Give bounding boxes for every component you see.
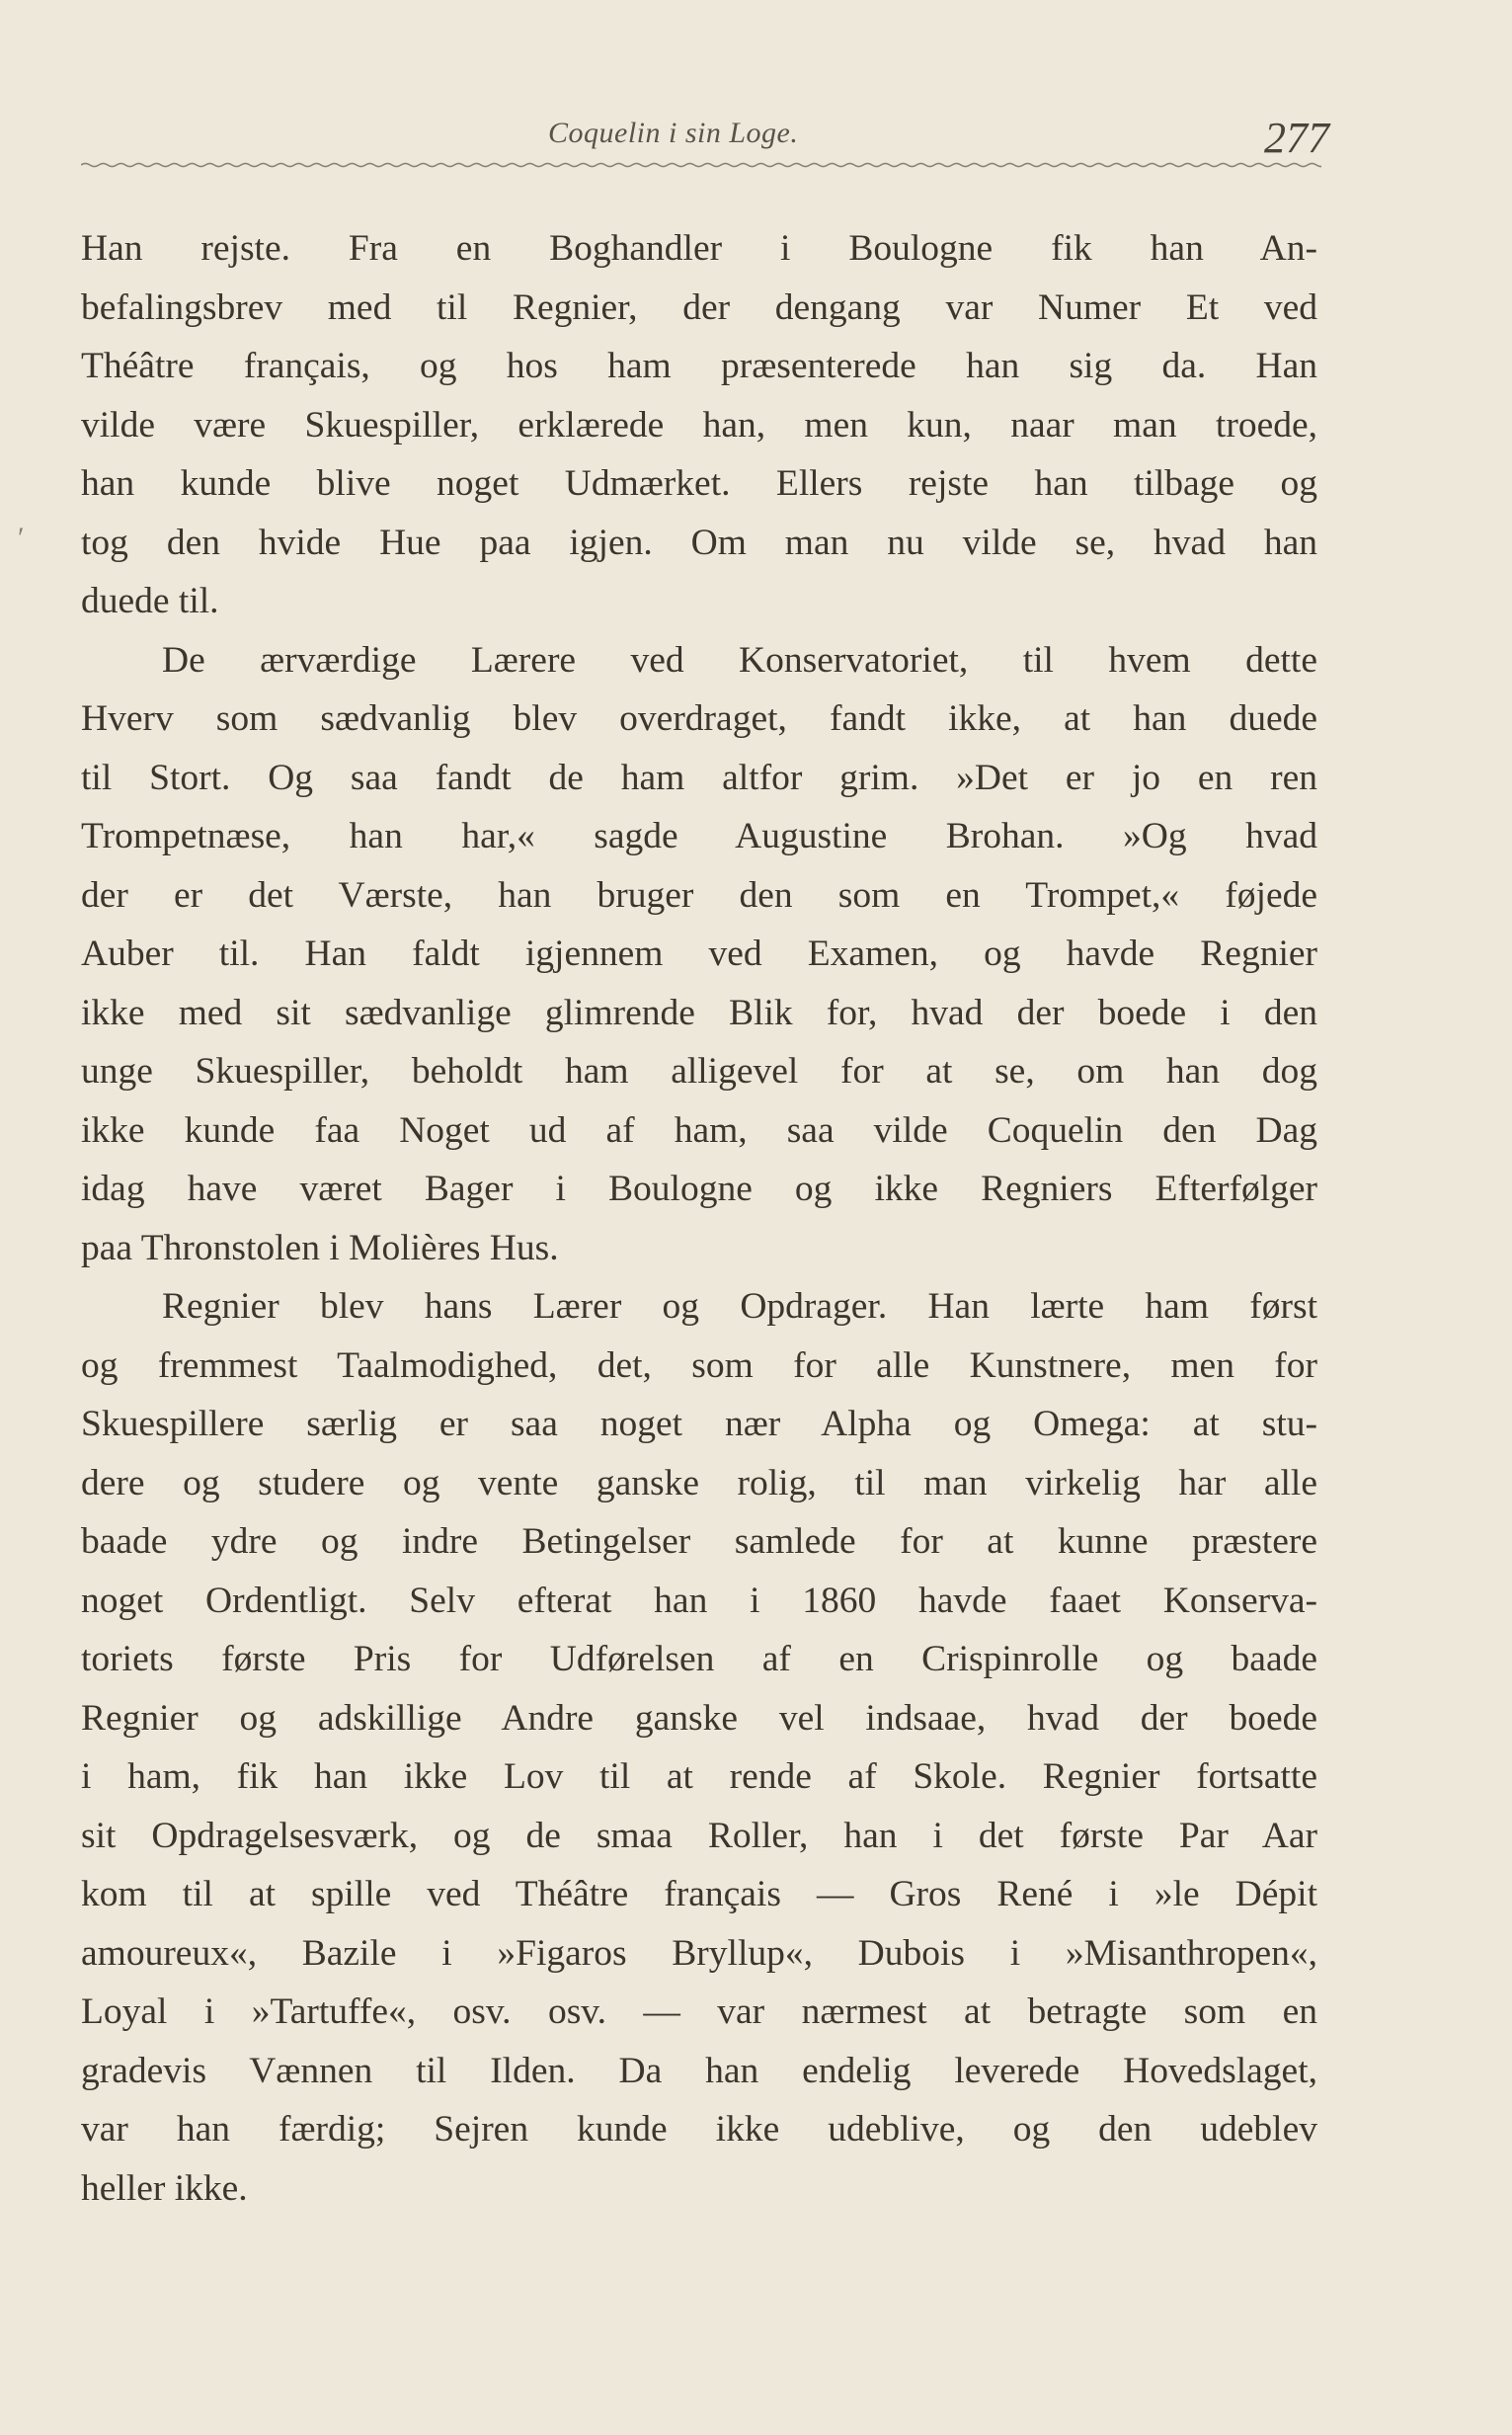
text-line: ikke med sit sædvanlige glimrende Blik for, hvad der boede i den [81, 992, 1317, 1033]
text-line: til Stort. Og saa fandt de ham altfor grim. »Det er jo en ren [81, 757, 1317, 798]
text-line: Théâtre français, og hos ham præsenterede han sig da. Han [81, 346, 1317, 386]
text-line: vilde være Skuespiller, erklærede han, men kun, naar man troede, [81, 404, 1317, 446]
text-line: Skuespillere særlig er saa noget nær Alpha og Omega: at stu- [81, 1404, 1317, 1444]
text-line: var han færdig; Sejren kunde ikke udeblive, og den udeblev [81, 2109, 1317, 2150]
text-line: der er det Værste, han bruger den som en Trompet,« føjede [81, 874, 1317, 916]
text-line: tog den hvide Hue paa igjen. Om man nu vilde se, hvad han [81, 522, 1317, 563]
text-line: Loyal i »Tartuffe«, osv. osv. — var nærmest at betragte som en [81, 1991, 1317, 2032]
text-line: toriets første Pris for Udførelsen af en Crispinrolle og baade [81, 1639, 1317, 1679]
text-line: Trompetnæse, han har,« sagde Augustine Brohan. »Og hvad [81, 816, 1317, 856]
text-line: i ham, fik han ikke Lov til at rende af Skole. Regnier fortsatte [81, 1756, 1317, 1797]
text-line: Han rejste. Fra en Boghandler i Boulogne fik han An- [81, 228, 1317, 269]
text-line: De ærværdige Lærere ved Konservatoriet, til hvem dette [162, 639, 1317, 681]
text-line: noget Ordentligt. Selv efterat han i 1860 havde faaet Konserva- [81, 1580, 1317, 1621]
text-line: idag have været Bager i Boulogne og ikke Regniers Efterfølger [81, 1169, 1317, 1209]
margin-tick-mark: ʹ [18, 522, 25, 554]
text-line: Auber til. Han faldt igjennem ved Examen, og havde Regnier [81, 933, 1317, 974]
text-line: sit Opdragelsesværk, og de smaa Roller, han i det første Par Aar [81, 1815, 1317, 1856]
text-line: amoureux«, Bazile i »Figaros Bryllup«, Dubois i »Misanthropen«, [81, 1932, 1317, 1974]
text-line: heller ikke. [81, 2167, 248, 2209]
running-head-title: Coquelin i sin Loge. [548, 117, 799, 149]
text-line: unge Skuespiller, beholdt ham alligevel for at se, om han dog [81, 1051, 1317, 1092]
text-line: Regnier og adskillige Andre ganske vel indsaae, hvad der boede [81, 1697, 1317, 1739]
page-number: 277 [1264, 114, 1329, 162]
text-line: ikke kunde faa Noget ud af ham, saa vilde Coquelin den Dag [81, 1109, 1317, 1151]
text-line: Regnier blev hans Lærer og Opdrager. Han lærte ham først [162, 1286, 1317, 1327]
text-line: baade ydre og indre Betingelser samlede for at kunne præstere [81, 1521, 1317, 1562]
decorative-wavy-rule [81, 158, 1321, 172]
text-line: gradevis Vænnen til Ilden. Da han endelig leverede Hovedslaget, [81, 2050, 1317, 2091]
body-text [81, 219, 1317, 2218]
text-line: duede til. [81, 581, 219, 621]
text-line: kom til at spille ved Théâtre français — Gros René i »le Dépit [81, 1874, 1317, 1914]
text-line: befalingsbrev med til Regnier, der dengang var Numer Et ved [81, 286, 1317, 328]
text-line: dere og studere og vente ganske rolig, til man virkelig har alle [81, 1462, 1317, 1503]
text-line: han kunde blive noget Udmærket. Ellers rejste han tilbage og [81, 463, 1317, 504]
text-line: og fremmest Taalmodighed, det, som for alle Kunstnere, men for [81, 1344, 1317, 1386]
text-line: paa Thronstolen i Molières Hus. [81, 1227, 559, 1268]
text-line: Hverv som sædvanlig blev overdraget, fandt ikke, at han duede [81, 698, 1317, 739]
